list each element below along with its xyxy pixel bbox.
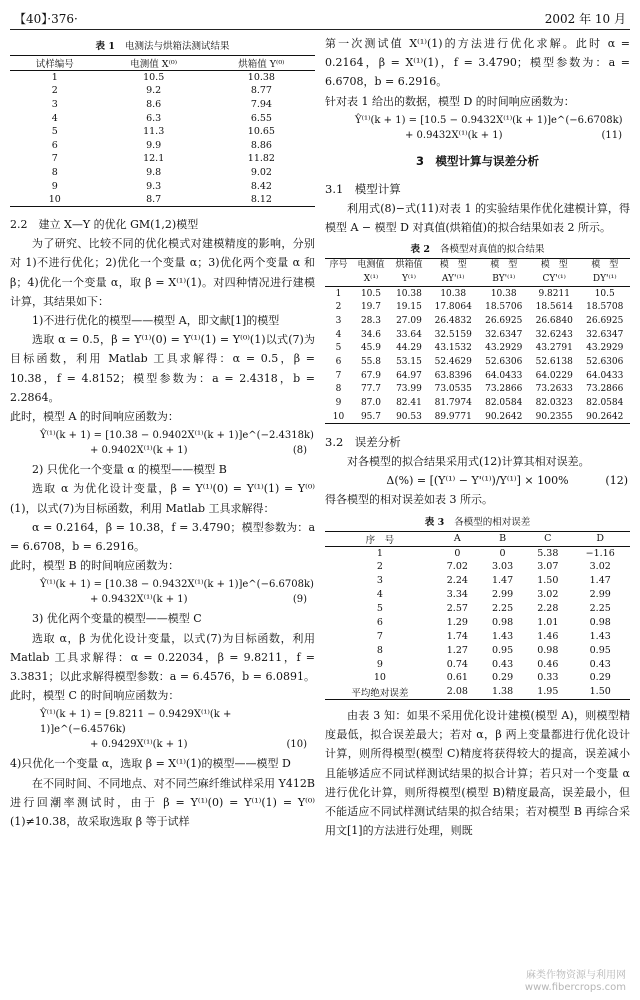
watermark [525,970,626,994]
section-3-2-heading: 3.2 误差分析 [325,435,401,450]
issue-date: 2002 年 10 月 [544,12,626,26]
table-cell: 3.34 [446,589,468,601]
table2-title: 各模型对真值的拟合结果 [439,244,545,256]
table-row [325,410,630,424]
table-cell: 8 [376,644,383,656]
table-cell: 0.46 [537,658,559,670]
table-row [10,125,315,139]
table-cell: 2.99 [491,589,514,601]
table2-header: BY'⁽¹⁾ [478,273,529,287]
table-cell: 0.95 [589,644,611,656]
table-cell: 0 [454,547,461,559]
table3 [325,531,630,700]
table-cell: 8.7 [100,193,208,207]
table3-header: A [435,531,480,546]
table2 [325,258,630,424]
table-cell: 7 [376,630,383,642]
table-row [325,657,630,671]
watermark-line: www.fibercrops.com [524,982,626,993]
paragraph: 选取 α，β 为优化设计变量，以式(7)为目标函数，利用 Matlab 工具求解得：α = 0.22034，β = 9.8211，f = 3.3831；以此求解得模型参数：a = 6.4576，b = 6.0891。此时，模型 C 的时间响应函数为： [10,631,315,703]
paragraph: 为了研究、比较不同的优化模式对建模精度的影响，分别对 1)不进行优化；2)优化一个变量 α；3)优化两个变量 α 和 β；4)优化一个变量 α，取 β = X⁽¹⁾(1)。对四种情况进行建模计算，其结果如下： [10,237,315,308]
table-row [10,98,315,112]
table-cell: 43.2791 [535,343,573,354]
table-cell: 67.9 [360,370,381,381]
equation-line: + 0.9432X⁽¹⁾(k + 1) [90,594,188,606]
equation-12 [325,471,630,490]
table-cell: 1.46 [537,630,559,642]
table-cell: 2.08 [435,685,480,700]
table-row [325,383,630,397]
table-cell: 32.6347 [485,329,523,340]
table-cell: 7.94 [250,98,272,110]
table-cell: 82.0323 [535,398,573,409]
table-cell: 3 [335,315,342,326]
table3-header: 序 号 [325,531,435,546]
model-a-heading: 1)不进行优化的模型——模型 A，即文献[1]的模型 [32,313,280,327]
left-column [10,34,315,831]
table-cell: 19.15 [396,302,422,313]
paragraph: 此时，模型 A 的时间响应函数为： [10,409,179,423]
table-cell: 6 [335,357,342,367]
equation-9 [10,577,315,607]
table-cell: 9.3 [146,180,162,192]
table-cell: 8.6 [146,98,162,110]
table-cell: 0.29 [589,672,611,684]
table-cell: 1.95 [525,685,570,700]
table-cell: 82.0584 [485,398,523,409]
page-number: 【40】·376· [14,12,78,26]
table-cell: 77.7 [360,384,381,395]
table2-header: 模 型 [529,259,580,273]
table-cell: 0.33 [537,672,559,684]
table-cell: 平均绝对误差 [325,685,435,700]
table-cell: 10.5 [594,288,615,299]
table-cell: 73.2633 [535,384,573,395]
table2-body [325,287,630,424]
equation-number: (11) [601,129,622,141]
equation-line: + 0.9432X⁽¹⁾(k + 1) [405,129,503,141]
table-cell: 8.77 [250,85,272,97]
page-header [10,8,630,30]
table3-title: 各模型的相对误差 [454,516,531,528]
table-cell: 1.43 [491,630,514,642]
paragraph: 对各模型的拟合结果采用式(12)计算其相对误差。 [347,455,590,469]
table-row [325,560,630,574]
table1-title: 电测法与烘箱法测试结果 [124,41,230,52]
table-cell: 8 [51,166,58,178]
table-cell: 32.6347 [586,329,624,340]
table-cell: 1.38 [480,685,525,700]
table-cell: 10.5 [360,288,381,299]
table-cell: 81.7974 [434,398,472,409]
table-cell: 32.6243 [535,329,573,340]
table-cell: 0.98 [537,644,559,656]
table-row [325,671,630,685]
table-row [325,314,630,328]
table-cell: 6 [376,616,383,628]
paragraph: 选取 α 为优化设计变量，β = Y⁽¹⁾(0) = Y⁽¹⁾(1) = Y⁽⁰⁾(1)，以式(7)为目标函数，利用 Matlab 工具求解得： [10,482,315,515]
table3-header: C [525,531,570,546]
table3-caption [325,514,630,528]
table-cell: 34.6 [360,329,381,340]
table-cell: 2.57 [446,603,468,614]
table-cell: 2.25 [589,603,611,614]
equation-line: + 0.9402X⁽¹⁾(k + 1) [90,445,188,457]
table-cell: 82.0584 [586,398,624,409]
table-cell: 9.8211 [538,288,570,299]
table-cell: 4 [376,589,383,601]
table-cell: 0.29 [491,672,514,684]
table2-header: X⁽¹⁾ [352,273,390,287]
paragraph: α = 0.2164，β = 10.38，f = 3.4790；模型参数为：a = 6.6708，b = 6.2916。 [10,520,315,553]
equation-line: Ŷ⁽¹⁾(k + 1) = [10.38 − 0.9432X⁽¹⁾(k + 1)]e^(−6.6708k) [40,579,314,591]
table2-number: 表 2 [410,244,430,256]
table-row [325,588,630,602]
table1-header: 烘箱值 Y⁽⁰⁾ [208,56,315,71]
table-row [10,111,315,125]
table-cell: −1.16 [585,547,615,559]
table-cell: 26.4832 [434,315,472,326]
table-cell: 0.98 [491,616,514,628]
table-row [10,71,315,85]
table-row [325,602,630,616]
table-row [10,138,315,152]
table-row [10,152,315,166]
table-row [325,369,630,383]
table2-header: 模 型 [579,259,630,273]
table-cell: 64.0433 [586,370,624,381]
equation-number: (12) [605,474,628,488]
equation-number: (9) [292,594,307,606]
table-cell: 3 [51,98,58,110]
table-cell: 5 [376,603,383,614]
table-cell: 43.2929 [485,343,523,354]
table1-number: 表 1 [95,41,115,52]
table-cell: 18.5706 [485,302,523,313]
equation-11 [325,113,630,143]
table-cell: 1 [335,288,342,299]
table2-header: 序号 [325,259,352,273]
table2-header: 烘箱值 [390,259,428,273]
table-cell: 10.38 [247,72,275,84]
table-cell: 5 [51,126,58,138]
table-cell: 2 [376,561,383,573]
table-cell: 10 [10,193,100,207]
table-cell: 10.65 [247,126,275,138]
equation-line: Ŷ⁽¹⁾(k + 1) = [9.8211 − 0.9429X⁽¹⁾(k + 1)]e^(−6.4576k) [40,709,232,736]
table-row [325,546,630,560]
paragraph: 由表 3 知：如果不采用优化设计建模(模型 A)，则模型精度最低，拟合误差最大；若对 α，β 两上变量都进行优化设计计算，则所得模型(模型 C)精度将获得较大的提高，误差减小且能够适应不同试样测试结果的拟合计算；若只对一个变量 α 进行优化计算，则所得模型(模型 B)精度最高，误差最小，但不能适应不同试样测试结果的拟合结果；若对模型 B 再综合采用文[1]的方法进行处理，则既 [325,708,630,838]
table-cell: 73.99 [396,384,422,395]
table-cell: 52.4629 [434,357,472,367]
table-cell: 3.02 [537,589,559,601]
table-cell: 0 [499,547,506,559]
table-row [10,84,315,98]
table-cell: 90.53 [390,410,428,424]
equation-line: Ŷ⁽¹⁾(k + 1) = [10.5 − 0.9432X⁽¹⁾(k + 1)]e^(−6.6708k) [355,114,623,126]
table-cell: 1.43 [589,630,611,642]
table-cell: 73.2866 [586,384,624,395]
table2-caption [325,241,630,255]
table-cell: 1.50 [537,575,559,587]
table-cell: 45.9 [360,343,381,354]
table-row [10,179,315,193]
table-cell: 8.42 [250,180,272,192]
table-cell: 4 [51,112,58,124]
table-cell: 8.12 [208,193,315,207]
table-cell: 3.07 [537,561,559,573]
table-cell: 3.03 [491,561,514,573]
table-cell: 53.15 [396,357,422,367]
equation-line: + 0.9429X⁽¹⁾(k + 1) [90,739,188,751]
table-cell: 64.0433 [485,370,523,381]
table-cell: 0.61 [446,672,468,684]
table1-header: 电测值 X⁽⁰⁾ [100,56,208,71]
table1-caption [10,38,315,52]
table-cell: 43.2929 [586,343,624,354]
table-cell: 7.02 [446,561,468,573]
paragraph: 第一次测试值 X⁽¹⁾(1)的方法进行优化求解。此时 α = 0.2164，β = X⁽¹⁾(1)，f = 3.4790；模型参数为：a = 6.6708，b = 6.2916。 [325,37,630,89]
table-row [325,643,630,657]
table-cell: 52.6306 [485,357,523,367]
table-cell: 1.47 [589,575,611,587]
table-cell: 52.6138 [535,357,573,367]
table-cell: 90.2642 [478,410,529,424]
equation-8 [10,428,315,458]
table-cell: 55.8 [360,357,381,367]
paragraph: 在不同时间、不同地点、对不同苎麻纤维试样采用 Y412B 进行回潮率测试时，由于 β = Y⁽¹⁾(0) = Y⁽¹⁾(1) = Y⁽⁰⁾(1)≠10.38，故采取选取 β 等于试样 [10,776,315,829]
table-cell: 1.01 [537,616,559,628]
table-cell: 2.25 [491,603,514,614]
table2-header: DY'⁽¹⁾ [579,273,630,287]
table-cell: 2 [335,302,342,313]
equation-line: Ŷ⁽¹⁾(k + 1) = [10.38 − 0.9402X⁽¹⁾(k + 1)]e^(−2.4318k) [40,430,314,442]
table1-body [10,71,315,207]
table-cell: 2.24 [446,575,468,587]
table-cell: 5.38 [537,547,559,559]
table-cell: 10.38 [440,288,467,299]
table-cell: 10.38 [490,288,517,299]
table-row [325,287,630,301]
model-d-heading: 4)只优化一个变量 α，选取 β = X⁽¹⁾(1)的模型——模型 D [10,757,291,771]
table-row [325,615,630,629]
table-row [10,193,315,207]
table-row [10,166,315,180]
table-row [325,574,630,588]
table-row [325,629,630,643]
table-cell: 0.43 [491,658,514,670]
table-cell: 26.6925 [485,315,523,326]
table-cell: 9.9 [146,139,162,151]
paragraph: 针对表 1 给出的数据，模型 D 的时间响应函数为： [325,94,575,108]
table-cell: 4 [335,329,342,340]
table-cell: 64.0229 [535,370,573,381]
table-cell: 11.3 [143,126,165,138]
model-c-heading: 3) 优化两个变量的模型——模型 C [32,612,202,626]
table1-header: 试样编号 [10,56,100,71]
table-cell: 8 [335,384,342,395]
table-cell: 1.29 [446,616,468,628]
table-cell: 10 [373,672,386,684]
table-cell: 12.1 [143,153,165,165]
table2-header: Y⁽¹⁾ [390,273,428,287]
table-cell: 1.27 [446,644,468,656]
paragraph: 此时，模型 B 的时间响应函数为： [10,559,180,573]
table-cell: 9 [376,658,383,670]
table-cell: 3.02 [589,561,611,573]
table-cell: 1.47 [491,575,514,587]
table3-header: B [480,531,525,546]
table-cell: 73.0535 [434,384,472,395]
equation-number: (8) [292,445,307,457]
table-cell: 1.74 [446,630,468,642]
table-cell: 7 [51,153,58,165]
table-row [325,300,630,314]
table-cell: 1.50 [570,685,630,700]
table2-header: 模 型 [428,259,479,273]
table-cell: 44.29 [396,343,422,354]
table-cell: 2 [51,85,58,97]
table-cell: 9.8 [146,166,162,178]
table-cell: 18.5614 [535,302,573,313]
table2-header: 模 型 [478,259,529,273]
table-cell: 95.7 [352,410,390,424]
table-cell: 6 [51,139,58,151]
table-cell: 9 [51,180,58,192]
table-cell: 6.3 [146,112,162,124]
table-row [325,355,630,369]
table2-header: AY'⁽¹⁾ [428,273,479,287]
table-cell: 90.2355 [529,410,580,424]
table2-header: CY'⁽¹⁾ [529,273,580,287]
equation-line: Δ(%) = [(Y⁽¹⁾ − Y'⁽¹⁾)/Y⁽¹⁾] × 100% [386,474,569,488]
table2-header [325,273,352,287]
table-cell: 8.86 [250,139,272,151]
table-cell: 3 [376,575,383,587]
equation-10 [10,707,315,752]
paragraph: 得各模型的相对误差如表 3 所示。 [325,493,493,507]
table-cell: 19.7 [360,302,381,313]
table-cell: 1 [376,547,383,559]
right-column [325,34,630,840]
table-cell: 2.99 [589,589,611,601]
table-cell: 73.2866 [485,384,523,395]
table-cell: 0.95 [491,644,514,656]
table-cell: 1 [51,72,58,84]
table-cell: 63.8396 [434,370,472,381]
table-cell: 9 [335,398,342,409]
table-row [325,341,630,355]
table-cell: 18.5708 [586,302,624,313]
table-cell: 10 [325,410,352,424]
table-cell: 26.6840 [535,315,573,326]
paragraph: 选取 α = 0.5，β = Y⁽¹⁾(0) = Y⁽¹⁾(1) = Y⁽⁰⁾(1)以式(7)为目标函数，利用 Matlab 工具求解得：α = 0.5，β = 10.38，f = 4.8152；模型参数为：a = 2.4318，b = 2.2864。 [10,333,315,404]
table3-body [325,546,630,699]
table2-header: 电测值 [352,259,390,273]
table-cell: 28.3 [360,315,381,326]
table-cell: 0.74 [446,658,468,670]
table-row [325,328,630,342]
table1 [10,55,315,207]
table-cell: 10.5 [143,72,165,84]
table-cell: 0.98 [589,616,611,628]
table-cell: 27.09 [396,315,422,326]
table-cell: 7 [335,370,342,381]
table-cell: 43.1532 [434,343,472,354]
table-cell: 17.8064 [434,302,472,313]
table-cell: 89.9771 [428,410,479,424]
watermark-line: 麻类作物资源与利用网 [526,970,626,981]
equation-number: (10) [286,739,307,751]
table-cell: 5 [335,343,342,354]
table-cell: 10.38 [396,288,422,299]
table-cell: 64.97 [396,370,422,381]
table-cell: 82.41 [396,398,422,409]
table3-number: 表 3 [424,516,445,528]
table-cell: 11.82 [247,153,275,165]
table-cell: 9.2 [146,85,162,97]
table-cell: 9.02 [250,166,272,178]
table-cell: 2.28 [537,603,559,614]
paragraph: 利用式(8)−式(11)对表 1 的实验结果作优化建模计算，得模型 A − 模型 D 对真值(烘箱值)的拟合结果如表 2 所示。 [325,201,630,235]
section-2-2-heading: 2.2 建立 X—Y 的优化 GM(1,2)模型 [10,217,199,231]
table-cell: 32.5159 [434,329,472,340]
table-cell: 0.43 [589,658,611,670]
table-cell: 6.55 [250,112,272,124]
table3-header: D [570,531,630,546]
table-cell: 87.0 [360,398,381,409]
table-cell: 26.6925 [586,315,624,326]
table-cell: 90.2642 [579,410,630,424]
table-row [325,396,630,410]
model-b-heading: 2) 只优化一个变量 α 的模型——模型 B [32,463,227,477]
section-3-1-heading: 3.1 模型计算 [325,181,401,196]
table-row [325,685,630,700]
table-cell: 52.6306 [586,357,624,367]
section-3-heading: 3 模型计算与误差分析 [415,153,539,168]
table-cell: 33.64 [396,329,422,340]
